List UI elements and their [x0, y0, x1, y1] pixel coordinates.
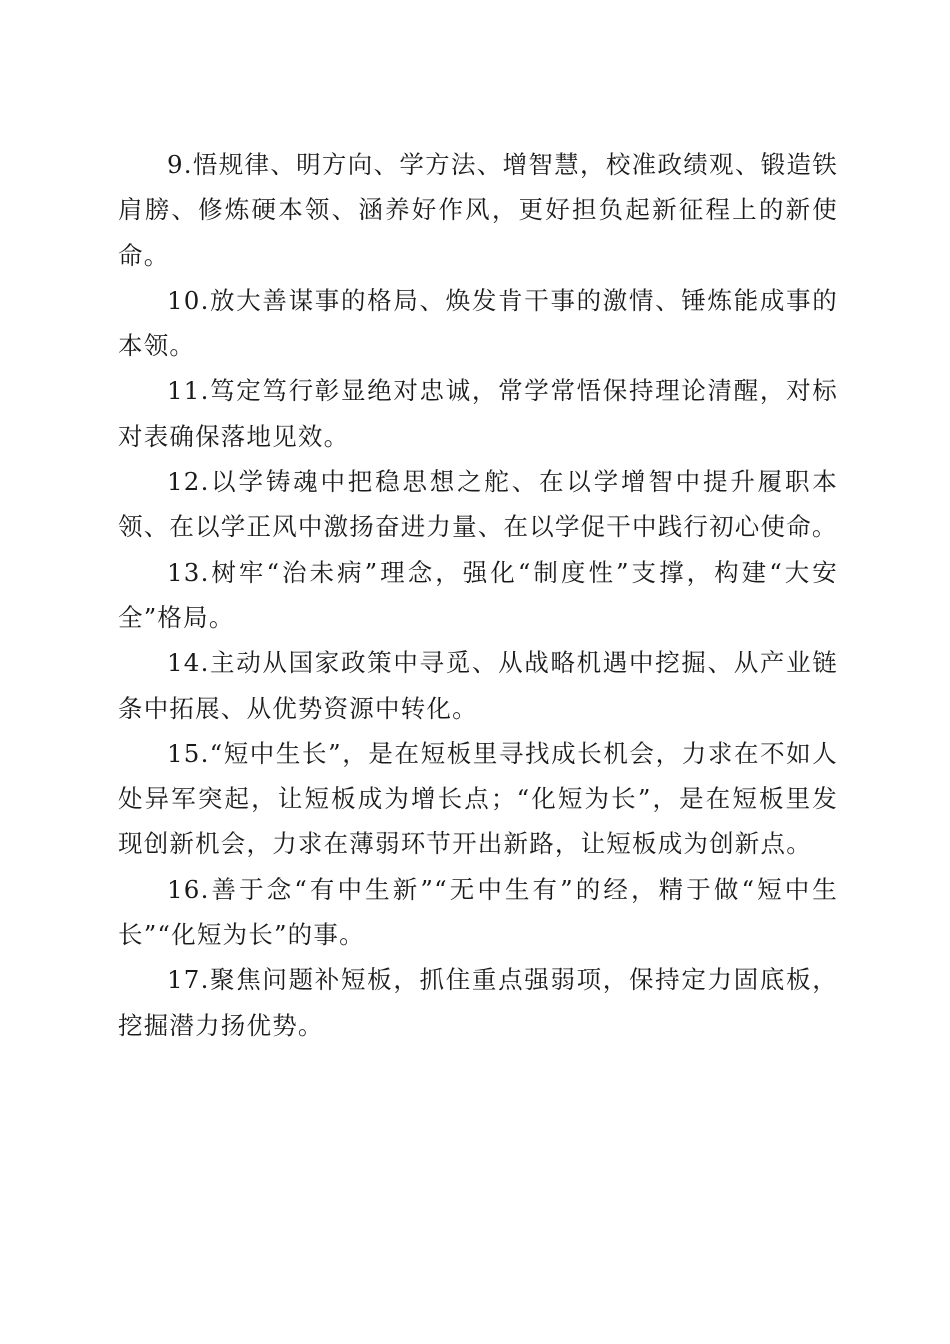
paragraph-10: 10.放大善谋事的格局、焕发肯干事的激情、锤炼能成事的本领。	[118, 285, 838, 361]
paragraph-13: 13.树牢“治未病”理念，强化“制度性”支撑，构建“大安全”格局。	[118, 557, 838, 632]
paragraph-9: 9.悟规律、明方向、学方法、增智慧，校准政绩观、锻造铁肩膀、修炼硬本领、涵养好作风，更好担负起新征程上的新使命。	[118, 150, 838, 270]
paragraph-16: 16.善于念“有中生新”“无中生有”的经，精于做“短中生长”“化短为长”的事。	[118, 874, 838, 950]
paragraph-17: 17.聚焦问题补短板，抓住重点强弱项，保持定力固底板，挖掘潜力扬优势。	[118, 965, 838, 1040]
document-body	[118, 142, 838, 1048]
paragraph-12: 12.以学铸魂中把稳思想之舵、在以学增智中提升履职本领、在以学正风中激扬奋进力量、在以学促干中践行初心使命。	[118, 467, 838, 542]
paragraph-14: 14.主动从国家政策中寻觅、从战略机遇中挖掘、从产业链条中拓展、从优势资源中转化。	[118, 648, 838, 723]
paragraph-15: 15.“短中生长”，是在短板里寻找成长机会，力求在不如人处异军突起，让短板成为增长点；“化短为长”，是在短板里发现创新机会，力求在薄弱环节开出新路，让短板成为创新点。	[118, 738, 838, 859]
paragraph-11: 11.笃定笃行彰显绝对忠诚，常学常悟保持理论清醒，对标对表确保落地见效。	[118, 376, 838, 451]
